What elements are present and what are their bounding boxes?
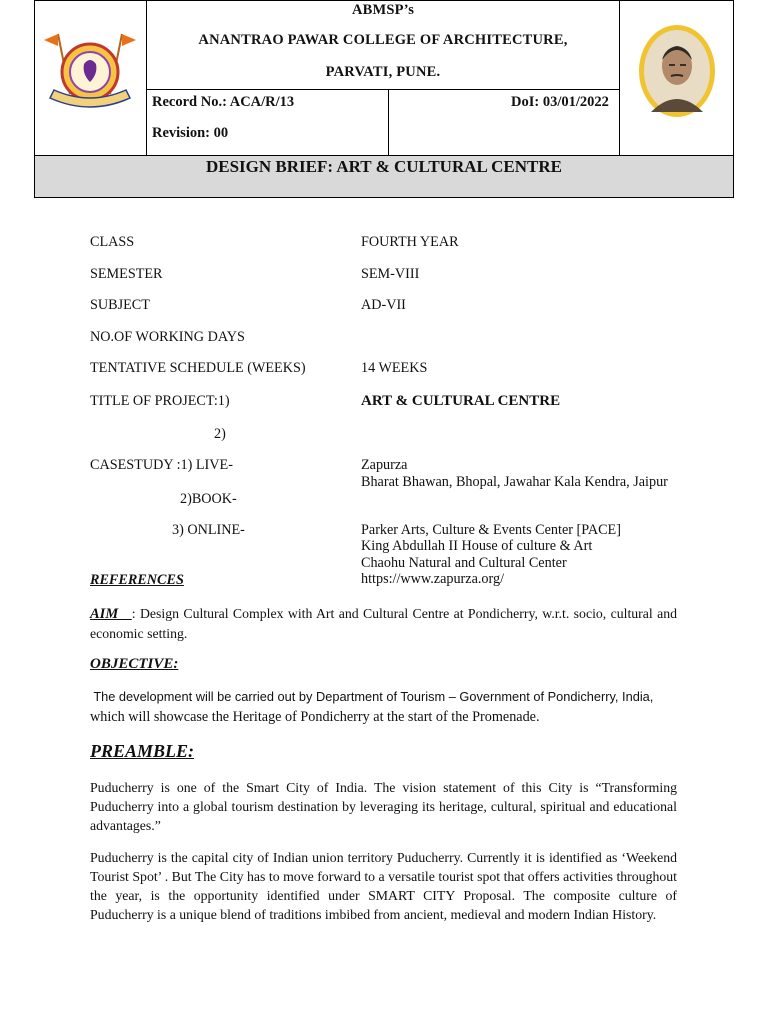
project-title-label-1: TITLE OF PROJECT:1) — [90, 393, 230, 409]
preamble-paragraph-1: Puducherry is one of the Smart City of India. The vision statement of this City is “Transforming Puducherry into a global tourism destination by leveraging its heritage, cultural, spiritual and educational advantages.” — [90, 780, 677, 833]
table-divider-band — [34, 155, 734, 156]
college-city: PARVATI, PUNE. — [325, 64, 441, 80]
college-name: ANANTRAO PAWAR COLLEGE OF ARCHITECTURE, — [198, 32, 568, 48]
objective-line-1: The development will be carried out by Department of Tourism – Government of Pondicherry, India, — [90, 689, 654, 704]
founder-portrait-icon — [637, 24, 717, 119]
semester-value: SEM-VIII — [361, 266, 420, 282]
online-reference-2: King Abdullah II House of culture & Art — [361, 538, 593, 554]
class-label: CLASS — [90, 234, 135, 250]
college-emblem-icon — [40, 24, 140, 116]
schedule-value: 14 WEEKS — [361, 360, 428, 376]
aim-text: : Design Cultural Complex with Art and Cultural Centre at Pondicherry, w.r.t. socio, cultural and economic setting. — [90, 606, 677, 641]
schedule-label: TENTATIVE SCHEDULE (WEEKS) — [90, 360, 306, 376]
aim-paragraph — [90, 604, 677, 643]
references-heading: REFERENCES — [90, 572, 184, 588]
casestudy-book-value: Bharat Bhawan, Bhopal, Jawahar Kala Kendra, Jaipur — [361, 474, 668, 490]
aim-heading: AIM — [90, 606, 132, 622]
date-of-issue: DoI: 03/01/2022 — [511, 94, 609, 110]
subject-label: SUBJECT — [90, 297, 150, 313]
record-number: Record No.: ACA/R/13 — [152, 94, 295, 110]
project-title-value-1: ART & CULTURAL CENTRE — [361, 393, 561, 409]
online-reference-link[interactable]: https://www.zapurza.org/ — [361, 571, 505, 587]
objective-line-2: which will showcase the Heritage of Pondicherry at the start of the Promenade. — [90, 709, 540, 725]
semester-label: SEMESTER — [90, 266, 163, 282]
casestudy-live-label: CASESTUDY :1) LIVE- — [90, 457, 233, 473]
objective-heading: OBJECTIVE: — [90, 656, 179, 672]
table-divider-portrait — [619, 0, 620, 156]
class-value: FOURTH YEAR — [361, 234, 459, 250]
project-title-label-2: 2) — [214, 426, 226, 442]
preamble-heading: PREAMBLE: — [90, 741, 195, 761]
table-divider-revision — [388, 90, 389, 156]
table-border-bottom — [34, 197, 734, 198]
subject-value: AD-VII — [361, 297, 406, 313]
revision-number: Revision: 00 — [152, 125, 229, 141]
online-reference-3: Chaohu Natural and Cultural Center — [361, 555, 567, 571]
casestudy-book-label: 2)BOOK- — [180, 491, 237, 507]
casestudy-live-value: Zapurza — [361, 457, 408, 473]
table-border-top — [34, 0, 734, 1]
casestudy-online-label: 3) ONLINE- — [172, 522, 245, 538]
design-brief-title: DESIGN BRIEF: ART & CULTURAL CENTRE — [205, 157, 562, 176]
working-days-label: NO.OF WORKING DAYS — [90, 329, 245, 345]
table-divider-record — [147, 89, 619, 90]
preamble-paragraph-2: Puducherry is the capital city of Indian union territory Puducherry. Currently it is identified as ‘Weekend Tourist Spot’ . But The City has to move forward to a versatile tourist spot that offers activities throughout the year, is the opportunity identified under SMART CITY Proposal. The composite culture of Puducherry is a unique blend of traditions imbibed from ancient, medieval and modern Indian History. — [90, 850, 677, 922]
online-reference-1: Parker Arts, Culture & Events Center [PACE] — [361, 522, 621, 538]
org-name: ABMSP’s — [351, 2, 415, 18]
